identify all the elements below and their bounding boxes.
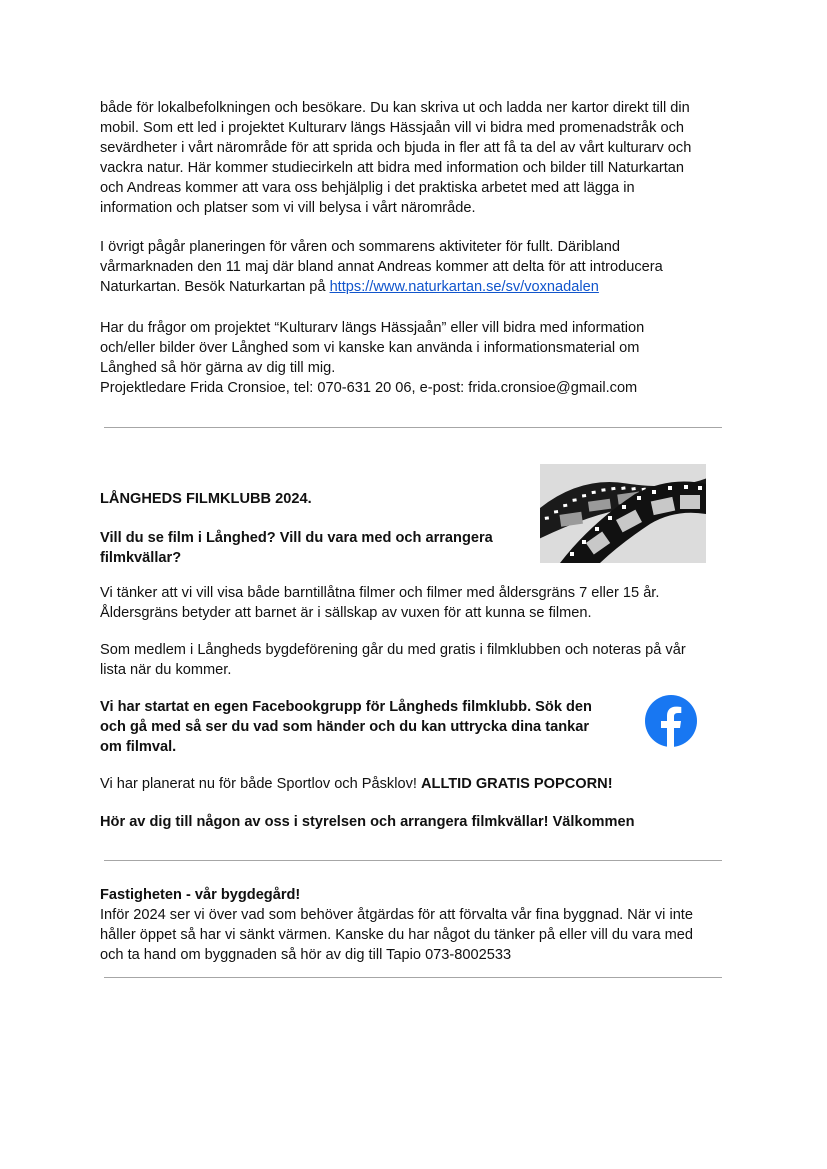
fastigheten-heading: Fastigheten - vår bygdegård!	[100, 887, 301, 903]
contact-line: och/eller bilder över Långhed som vi kanske kan använda i informationsmaterial om	[100, 340, 640, 356]
closing-line: Hör av dig till någon av oss i styrelsen och arrangera filmkvällar! Välkommen	[100, 814, 635, 830]
filmklubb-section	[100, 489, 312, 509]
contact-line: Långhed så hör gärna av dig till mig.	[100, 360, 336, 376]
facebook-line: om filmval.	[100, 739, 177, 755]
filmklubb-facebook-paragraph	[100, 697, 592, 757]
member-line: lista när du kommer.	[100, 662, 232, 678]
filmklubb-closing-paragraph	[100, 812, 634, 832]
question-line: filmkvällar?	[100, 550, 182, 566]
planning-line: I övrigt pågår planeringen för våren och sommarens aktiviteter för fullt. Däribland	[100, 239, 620, 255]
facebook-logo-icon	[645, 695, 697, 747]
planning-line-last	[100, 277, 663, 297]
facebook-line: Vi har startat en egen Facebookgrupp för Långheds filmklubb. Sök den	[100, 699, 592, 715]
intro-paragraph	[100, 98, 691, 218]
age-line: Vi tänker att vi vill visa både barntillåtna filmer och filmer med åldersgräns 7 eller 15 år.	[100, 585, 660, 601]
filmklubb-age-paragraph	[100, 583, 659, 623]
planned-prefix: Vi har planerat nu för både Sportlov och Påsklov!	[100, 776, 421, 792]
question-line: Vill du se film i Långhed? Vill du vara med och arrangera	[100, 530, 493, 546]
fastigheten-line: och ta hand om byggnaden så hör av dig till Tapio 073-8002533	[100, 947, 512, 963]
member-line: Som medlem i Långheds bygdeförening går du med gratis i filmklubben och noteras på vår	[100, 642, 686, 658]
contact-line: Har du frågor om projektet “Kulturarv längs Hässjaån” eller vill bidra med information	[100, 320, 645, 336]
filmklubb-question	[100, 528, 493, 568]
intro-line: och Andreas kommer att vara oss behjälplig i det praktiska arbetet med att lägga in	[100, 180, 635, 196]
fastigheten-line: håller öppet så har vi sänkt värmen. Kanske du har något du tänker på eller vill du vara med	[100, 927, 693, 943]
film-strip-image	[540, 464, 706, 563]
fastigheten-line: Inför 2024 ser vi över vad som behöver åtgärdas för att förvalta vår fina byggnad. När vi inte	[100, 907, 693, 923]
intro-line: mobil. Som ett led i projektet Kulturarv längs Hässjaån vill vi bidra med promenadstråk och	[100, 120, 685, 136]
planning-line: vårmarknaden den 11 maj där bland annat Andreas kommer att delta för att introducera	[100, 259, 663, 275]
naturkartan-link[interactable]: https://www.naturkartan.se/sv/voxnadalen	[329, 279, 599, 295]
planning-link-prefix: Naturkartan. Besök Naturkartan på	[100, 279, 330, 295]
section-divider	[104, 860, 722, 861]
filmklubb-planned-paragraph	[100, 774, 613, 794]
filmklubb-member-paragraph	[100, 640, 686, 680]
facebook-line: och gå med så ser du vad som händer och du kan uttrycka dina tankar	[100, 719, 590, 735]
section-divider	[104, 427, 722, 428]
popcorn-text: ALLTID GRATIS POPCORN!	[420, 776, 613, 792]
contact-line: Projektledare Frida Cronsioe, tel: 070-631 20 06, e-post: frida.cronsioe@gmail.com	[100, 380, 638, 396]
intro-line: både för lokalbefolkningen och besökare. Du kan skriva ut och ladda ner kartor direkt till din	[100, 100, 690, 116]
intro-line: vackra natur. Här kommer studiecirkeln att bidra med information och bilder till Naturkartan	[100, 160, 684, 176]
age-line: Åldersgräns betyder att barnet är i sällskap av vuxen för att kunna se filmen.	[100, 605, 592, 621]
intro-line: information och platser som vi vill belysa i vårt närområde.	[100, 200, 476, 216]
planning-paragraph	[100, 237, 663, 297]
intro-line: sevärdheter i vårt närområde för att sprida och bjuda in fler att få ta del av vårt kulturarv och	[100, 140, 692, 156]
filmklubb-heading: LÅNGHEDS FILMKLUBB 2024.	[100, 491, 312, 507]
contact-paragraph	[100, 318, 644, 398]
fastigheten-section	[100, 885, 693, 965]
section-divider	[104, 977, 722, 978]
planned-line	[100, 774, 613, 794]
